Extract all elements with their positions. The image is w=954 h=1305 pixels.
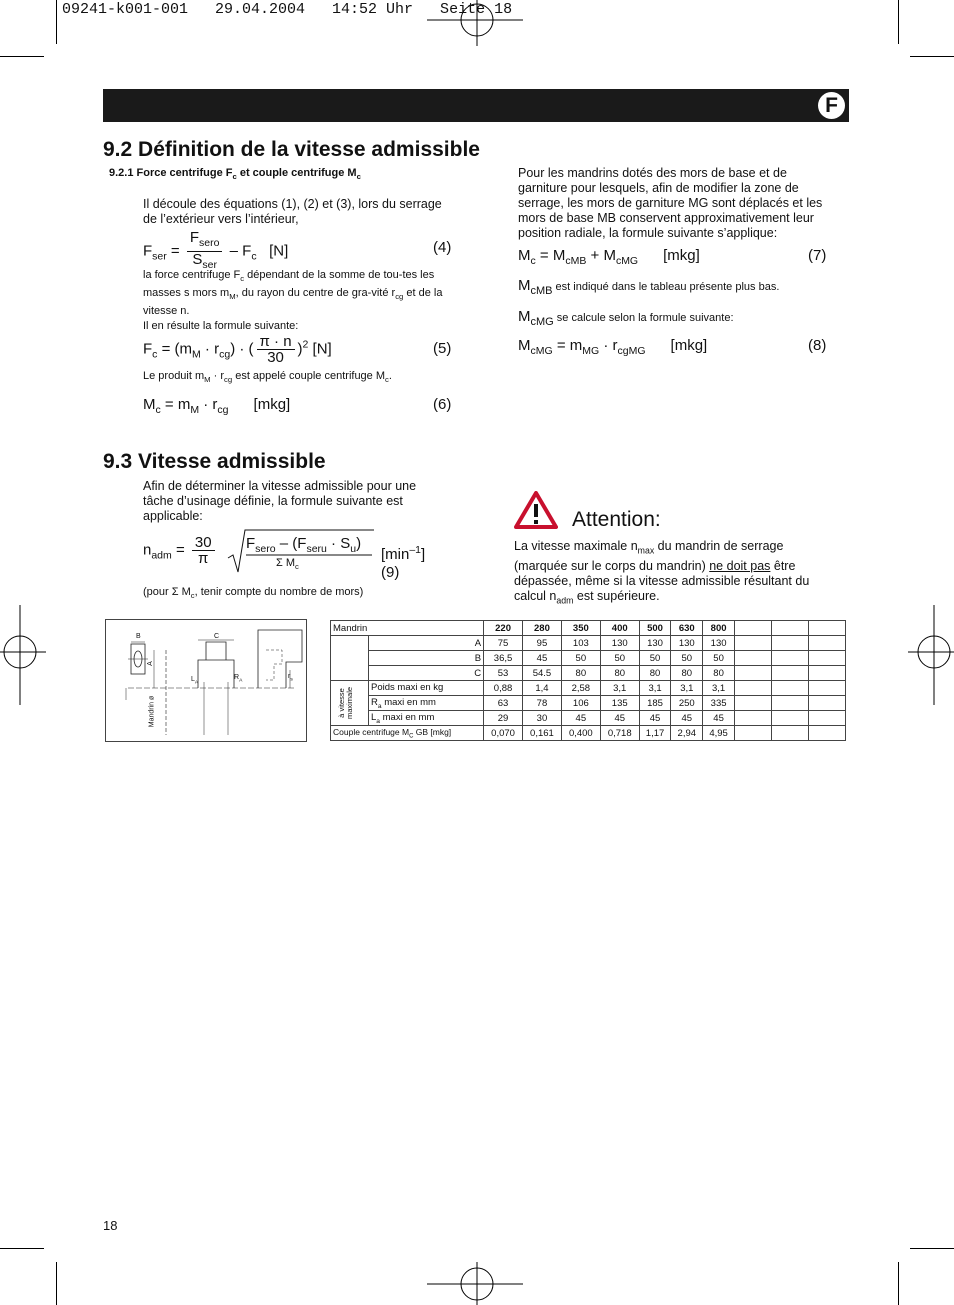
- table-cell: [809, 651, 846, 666]
- table-cell: 80: [671, 666, 703, 681]
- table-cell: 78: [523, 696, 562, 711]
- chuck-table: [330, 620, 846, 741]
- table-cell: 2,94: [671, 726, 703, 741]
- table-cell: 500: [639, 621, 671, 636]
- table-cell: [809, 681, 846, 696]
- label-b: B: [136, 633, 141, 640]
- table-cell: A: [369, 636, 484, 651]
- table-cell: 130: [703, 636, 735, 651]
- table-cell: 45: [600, 711, 639, 726]
- table-cell: 36,5: [484, 651, 523, 666]
- table-cell: [735, 666, 772, 681]
- section-93-title: 9.3 Vitesse admissible: [103, 450, 326, 473]
- table-cell: [809, 636, 846, 651]
- table-cell: 4,95: [703, 726, 735, 741]
- equation-9: $n_{adm}$ = $\frac{30}{\pi}$: [143, 535, 218, 566]
- table-cell: 50: [639, 651, 671, 666]
- table-cell: 50: [671, 651, 703, 666]
- paragraph-base-jaws: Pour les mandrins dotés des mors de base et de garniture pour lesquels, afin de modifier la zone de serrage, les mors de garniture MG sont déplacés et les mors de base MB conservent approximativement leur position radiale, la formule suivante s’applique:: [518, 166, 823, 240]
- table-cell: [735, 726, 772, 741]
- table-row: [331, 636, 846, 651]
- table-cell: 3,1: [600, 681, 639, 696]
- intro-921: Il découle des équations (1), (2) et (3), lors du serrage de l’extérieur vers l’intérieur,: [143, 197, 442, 226]
- table-cell: 350: [561, 621, 600, 636]
- table-cell: 50: [600, 651, 639, 666]
- table-cell: 250: [671, 696, 703, 711]
- table-cell: [809, 666, 846, 681]
- table-cell: 80: [703, 666, 735, 681]
- table-cell: 1,17: [639, 726, 671, 741]
- table-cell: 50: [703, 651, 735, 666]
- table-cell: 335: [703, 696, 735, 711]
- table-head: Mandrin: [331, 621, 484, 636]
- table-cell: 0,161: [523, 726, 562, 741]
- table-cell: 1,4: [523, 681, 562, 696]
- table-row: [331, 711, 846, 726]
- table-cell: [809, 726, 846, 741]
- table-cell: 130: [671, 636, 703, 651]
- table-cell: 103: [561, 636, 600, 651]
- table-row: [331, 696, 846, 711]
- table-cell: 220: [484, 621, 523, 636]
- table-row: [331, 681, 846, 696]
- table-cell: 95: [523, 636, 562, 651]
- table-cell: 0,88: [484, 681, 523, 696]
- equation-8: $M_{cMG} = m_{MG} \cdot r_{cgMG}$ [mkg]: [518, 337, 708, 357]
- table-cell: [809, 621, 846, 636]
- table-cell: 80: [561, 666, 600, 681]
- table-cell: 53: [484, 666, 523, 681]
- note-centrifugal-couple: Le produit $m_M \cdot r_{cg}$ est appelé couple centrifuge $M_c$.: [143, 370, 392, 385]
- header-bar: [103, 89, 849, 122]
- table-cell: 45: [639, 711, 671, 726]
- table-cell: [735, 651, 772, 666]
- paragraph-centrifugal-force: la force centrifuge $F_c$ dépendant de la somme de tou-tes les masses s mors $m_M$, du rayon du centre de gra-vité $r_{cg}$ et de la vitesse n. Il en résulte la formule suivante:: [143, 269, 443, 333]
- table-cell: [772, 651, 809, 666]
- label-ra: $R_A$: [234, 674, 243, 684]
- table-cell: [772, 726, 809, 741]
- table-cell: 2,58: [561, 681, 600, 696]
- table-cell: 130: [639, 636, 671, 651]
- table-cell: 3,1: [703, 681, 735, 696]
- crop-mark: [0, 1248, 44, 1249]
- table-cell: 75: [484, 636, 523, 651]
- registration-mark-bottom: [425, 1262, 525, 1305]
- table-cell: 400: [600, 621, 639, 636]
- table-cell: 106: [561, 696, 600, 711]
- table-cell: 45: [703, 711, 735, 726]
- table-cell: [772, 681, 809, 696]
- table-cell: 185: [639, 696, 671, 711]
- section-92-title: 9.2 Définition de la vitesse admissible: [103, 138, 480, 161]
- table-cell: 3,1: [639, 681, 671, 696]
- vertical-label: à vitesse maximale: [337, 686, 354, 720]
- table-cell: [735, 621, 772, 636]
- table-cell: 30: [523, 711, 562, 726]
- equation-6: $M_c = m_M \cdot r_{cg}$ [mkg]: [143, 396, 291, 416]
- table-cell: 29: [484, 711, 523, 726]
- equation-7: $M_c = M_{cMB} + M_{cMG}$ [mkg]: [518, 247, 700, 267]
- equation-5: $F_c = (m_M \cdot r_{cg})$ · ( $\frac{\pi \cdot n}{30}$ )$^2$ [N]: [143, 333, 332, 366]
- table-cell: [809, 696, 846, 711]
- mcmb-note: $M_{cMB}$ est indiqué dans le tableau présente plus bas.: [518, 277, 780, 298]
- table-cell: [772, 696, 809, 711]
- table-cell: 0,070: [484, 726, 523, 741]
- jaw-diagram: [105, 619, 307, 742]
- table-cell: 130: [600, 636, 639, 651]
- table-cell: 630: [671, 621, 703, 636]
- table-cell: [735, 681, 772, 696]
- label-mandrin: Mandrin ø: [148, 695, 156, 728]
- print-slug: 09241-k001-001 29.04.2004 14:52 Uhr Seite 18: [62, 1, 513, 18]
- table-cell: [772, 636, 809, 651]
- label-rs: $r_s$: [288, 673, 293, 683]
- crop-mark: [898, 0, 899, 44]
- equation-7-number: (7): [808, 247, 827, 264]
- attention-title: Attention:: [572, 508, 661, 531]
- table-cell: 280: [523, 621, 562, 636]
- vertical-label-cell: [331, 681, 369, 726]
- crop-mark: [56, 1262, 57, 1305]
- equation-9-denominator: Σ $M_c$: [276, 557, 299, 572]
- label-c: C: [214, 633, 220, 640]
- equation-8-number: (8): [808, 337, 827, 354]
- table-cell: [735, 696, 772, 711]
- crop-mark: [898, 1262, 899, 1305]
- warning-triangle-icon: [514, 491, 558, 529]
- table-cell: 54.5: [523, 666, 562, 681]
- table-cell: 50: [561, 651, 600, 666]
- label-la: $L_A$: [191, 676, 199, 686]
- equation-9-number: (9): [381, 564, 400, 581]
- subsection-921-title: 9.2.1 Force centrifuge $F_c$ et couple centrifuge $M_c$: [109, 167, 361, 182]
- table-row: [331, 666, 846, 681]
- registration-mark-left: [0, 605, 50, 705]
- table-cell: C: [369, 666, 484, 681]
- table-cell: [331, 636, 369, 681]
- table-cell: 80: [600, 666, 639, 681]
- table-cell: [735, 711, 772, 726]
- table-cell: 3,1: [671, 681, 703, 696]
- crop-mark: [910, 1248, 954, 1249]
- equation-5-number: (5): [433, 340, 452, 357]
- table-cell: [809, 711, 846, 726]
- table-cell: 45: [523, 651, 562, 666]
- equation-4-number: (4): [433, 239, 452, 256]
- table-cell: 45: [671, 711, 703, 726]
- table-row: [331, 726, 846, 741]
- equation-6-number: (6): [433, 396, 452, 413]
- mcmg-note: $M_{cMG}$ se calcule selon la formule suivante:: [518, 308, 734, 329]
- attention-text: La vitesse maximale $n_{max}$ du mandrin de serrage (marquée sur le corps du mandrin) ne doit pas être dépassée, même si la vitesse admissible résultant du calcul $n_{adm}$ est supérieure.: [514, 539, 810, 605]
- page-number: 18: [103, 1218, 118, 1233]
- table-row: [331, 651, 846, 666]
- registration-mark-right: [904, 605, 954, 705]
- table-cell: [772, 621, 809, 636]
- table-row: [331, 621, 846, 636]
- table-cell: 0,718: [600, 726, 639, 741]
- table-cell: [772, 666, 809, 681]
- table-cell: 0,400: [561, 726, 600, 741]
- equation-9-unit: $[\min^{-1}]$: [381, 544, 426, 563]
- equation-9-radicand: $F_{sero} - (F_{seru} \cdot S_u)$: [246, 535, 362, 555]
- label-a: A: [146, 661, 154, 666]
- table-cell: [772, 711, 809, 726]
- table-cell: B: [369, 651, 484, 666]
- note-93: (pour Σ $M_c$, tenir compte du nombre de mors): [143, 586, 364, 601]
- equation-4: $F_{ser}$ = $\frac{F_{sero}}{S_{ser}}$ – $F_c$ [N]: [143, 229, 289, 271]
- table-cell: 800: [703, 621, 735, 636]
- table-cell: [735, 636, 772, 651]
- table-cell: $R_a$ maxi en mm: [369, 696, 484, 711]
- table-cell: Couple centrifuge $M_C$ GB [mkg]: [331, 726, 484, 741]
- crop-mark: [56, 0, 57, 44]
- table-cell: Poids maxi en kg: [369, 681, 484, 696]
- intro-93: Afin de déterminer la vitesse admissible pour une tâche d’usinage définie, la formule suivante est applicable:: [143, 479, 417, 523]
- table-cell: 80: [639, 666, 671, 681]
- crop-mark: [0, 56, 44, 57]
- table-cell: $L_a$ maxi en mm: [369, 711, 484, 726]
- language-badge: F: [818, 92, 845, 119]
- table-cell: 45: [561, 711, 600, 726]
- table-cell: 135: [600, 696, 639, 711]
- table-cell: 63: [484, 696, 523, 711]
- crop-mark: [910, 56, 954, 57]
